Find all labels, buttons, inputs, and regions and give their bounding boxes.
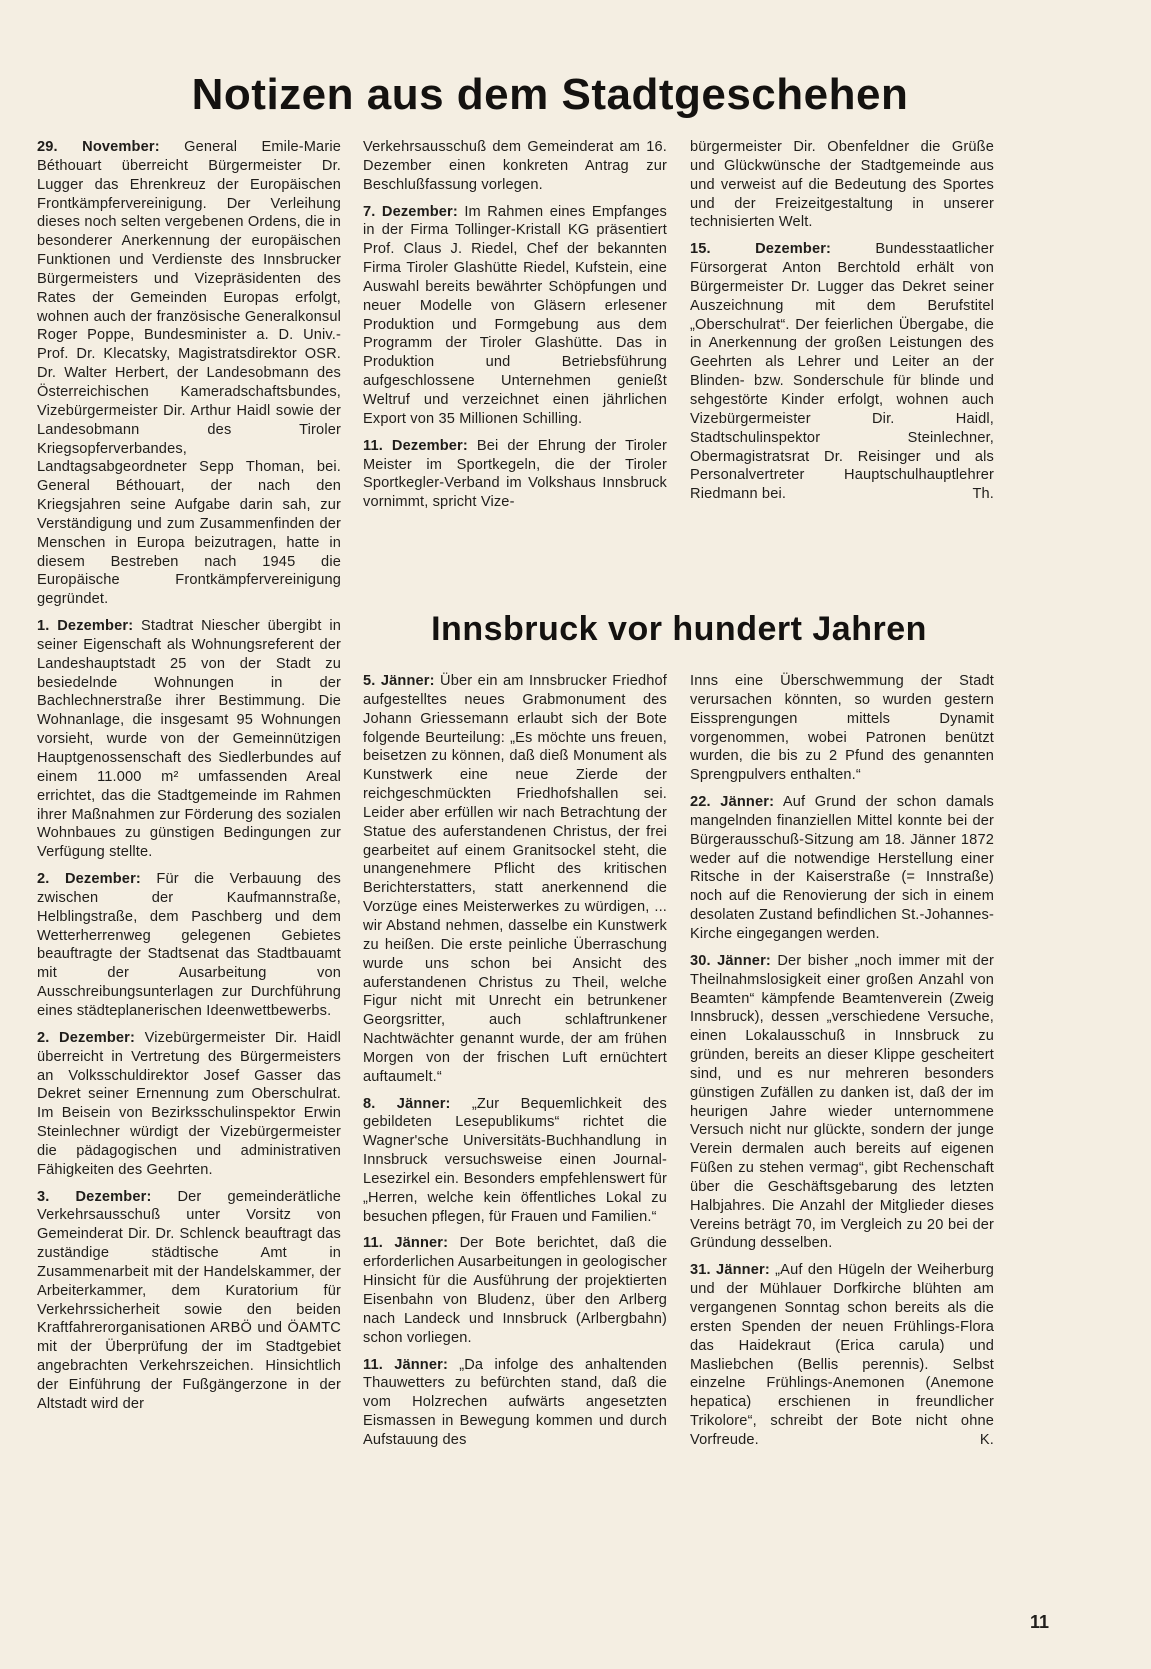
- entry-text: bürgermeister Dir. Obenfeldner die Grüße und Glückwünsche der Stadtgemeinde aus und verweist auf die Bedeutung des Sportes und der Freizeitgestaltung in unserer technisierten Welt.: [690, 139, 994, 231]
- entry-text: Verkehrsausschuß dem Gemeinderat am 16. Dezember einen konkreten Antrag zur Beschlußfassung vorlegen.: [363, 139, 667, 193]
- news-entry: [363, 1234, 667, 1347]
- news-entry: [363, 203, 667, 429]
- news-entry: [37, 617, 341, 862]
- news-entry: [363, 1356, 667, 1450]
- entry-text: „Zur Bequemlichkeit des gebildeten Lesepublikums“ richtet die Wagner'sche Universitäts-Buchhandlung in Innsbruck versuchsweise einen Journal-Lesezirkel ein. Besonders empfehlenswert für „Herren, welche kein öffentliches Lokal zu besuchen pflegen, für Frauen und Familien.“: [363, 1095, 667, 1225]
- entry-text: „Da infolge des anhaltenden Thauwetters zu befürchten stand, daß die vom Holzrechen aufwärts angesetzten Eismassen in Bewegung kommen und durch Aufstauung des: [363, 1356, 668, 1448]
- column-3-top: [690, 138, 994, 512]
- column-3-bottom: [690, 672, 994, 1458]
- entry-date: 11. Jänner:: [363, 1235, 449, 1252]
- news-entry: [363, 1095, 667, 1227]
- entry-text: „Auf den Hügeln der Weiherburg und der Mühlauer Dorfkirche blühten am vergangenen Sonntag schon bereits als die ersten Spenden der neuen Frühlings-Flora das Haidekraut (Erica carula) und Masliebchen (Bellis perennis). Selbst einzelne Frühlings-Anemonen (Anemone hepatica) erschienen in freundlicher Trikolore“, schreibt der Bote nicht ohne Vorfreude.: [690, 1262, 994, 1448]
- news-entry: [363, 672, 667, 1087]
- entry-text: Der Bote berichtet, daß die erforderlichen Ausarbeitungen in geologischer Hinsicht für die Ausführung der projektierten Eisenbahn von Bludenz, über den Arlberg nach Landeck und Innsbruck (Arlbergbahn) schon vorliegen.: [363, 1235, 667, 1346]
- author-initials: Th.: [972, 486, 994, 503]
- news-entry: [690, 952, 994, 1254]
- column-2-bottom: [363, 672, 667, 1458]
- section-headline: Innsbruck vor hundert Jahren: [431, 610, 927, 648]
- entry-text: Für die Verbauung des zwischen der Kaufmannstraße, Helblingstraße, dem Paschberg und dem Wetterherrenweg gelegenen Gebietes beauftragte der Stadtsenat das Stadtbauamt mit der Ausarbeitung von Ausschreibungsunterlagen zur Durchführung eines städteplanerischen Ideenwettbewerbs.: [37, 871, 341, 1019]
- column-2-top: [363, 138, 667, 520]
- news-entry: [690, 138, 994, 232]
- entry-text: Bei der Ehrung der Tiroler Meister im Sportkegeln, die der Tiroler Sportkegler-Verband im Volkshaus Innsbruck vornimmt, spricht Vize-: [363, 437, 667, 511]
- entry-text: Bundesstaatlicher Fürsorgerat Anton Berchtold erhält von Bürgermeister Dr. Lugger das Dekret seiner Auszeichnung mit dem Berufstitel „Oberschulrat“. Der feierlichen Übergabe, die in Anerkennung der großen Leistungen des Geehrten als Lehrer und Leiter an der Blinden- bzw. Sonderschule für blinde und sehgestörte Kinder erfolgt, wohnen auch Vizebürgermeister Dir. Haidl, Stadtschulinspektor Steinlechner, Obermagistratsrat Dr. Reisinger und als Personalvertreter Hauptschulhauptlehrer Riedmann bei.: [690, 241, 994, 503]
- entry-text: Im Rahmen eines Empfanges in der Firma Tollinger-Kristall KG präsentiert Prof. Claus J. Riedel, Chef der bekannten Firma Tiroler Glashütte Riedel, Kufstein, eine Auswahl bereits bewährter Schöpfungen und neuer Modelle von Gläsern erlesener Produktion und Formgebung aus dem Programm der Tiroler Glashütte. Das in Produktion und Betriebsführung aufgeschlossene Unternehmen genießt Weltruf und verzeichnet einen jährlichen Export von 35 Millionen Schilling.: [363, 203, 667, 427]
- entry-text: Auf Grund der schon damals mangelnden finanziellen Mittel konnte bei der Bürgerausschuß-Sitzung am 18. Jänner 1872 weder auf die notwendige Herstellung einer Ritsche in der Kaiserstraße (= Innstraße) noch auf die Renovierung der sich in einem desolaten Zustand befindlichen St.-Johannes-Kirche eingegangen werden.: [690, 794, 994, 942]
- news-entry: [37, 1188, 341, 1414]
- entry-date: 11. Jänner:: [363, 1356, 448, 1373]
- entry-text: Vizebürgermeister Dir. Haidl überreicht in Vertretung des Bürgermeisters an Volksschuldirektor Josef Gasser das Dekret seiner Ernennung zum Oberschulrat. Im Beisein von Bezirksschulinspektor Erwin Steinlechner würdigt der Vizebürgermeister die pädagogischen und administrativen Fähigkeiten des Geehrten.: [37, 1029, 341, 1178]
- news-entry: [37, 1029, 341, 1180]
- entry-date: 29. November:: [37, 139, 160, 155]
- author-initials: K.: [979, 1431, 994, 1448]
- news-entry: [37, 138, 341, 609]
- entry-date: 7. Dezember:: [363, 203, 458, 220]
- entry-date: 31. Jänner:: [690, 1262, 770, 1279]
- entry-date: 30. Jänner:: [690, 952, 771, 969]
- entry-text: Über ein am Innsbrucker Friedhof aufgestelltes neues Grabmonument des Johann Griessemann erlaubt sich der Bote folgende Beurteilung: „Es möchte uns freuen, beisetzen zu können, daß dieß Monument als Kunstwerk eine neue Zierde der reichgeschmückten Friedhofshallen sei. Leider aber erfüllen wir nach Betrachtung der Statue des auferstandenen Christus, der frei gearbeitet auf einem Granitsockel steht, die unangenehmere Pflicht des kritischen Berichterstatters, statt anerkennend die Vorzüge eines Meisterwerkes zu würdigen, ... wir Abstand nehmen, dasselbe ein Kunstwerk zu heißen. Die erste peinliche Überraschung wurde uns schon bei Ansicht des auferstandenen Christus zu Theil, welche Figur nicht mit Unrecht ein betrunkener Georgsritter, auch schlaftrunkener Nachtwächter genannt wurde, der am frühen Morgen von der frischen Luft ernüchtert auftaumelt.“: [363, 673, 667, 1085]
- news-entry: [690, 240, 994, 504]
- entry-date: 2. Dezember:: [37, 871, 141, 888]
- news-entry: [363, 437, 667, 512]
- news-entry: [363, 138, 667, 195]
- entry-text: Stadtrat Niescher übergibt in seiner Eigenschaft als Wohnungsreferent der Landeshauptstadt 25 von der Stadt zu besiedelnde Wohnungen in der Bachlechnerstraße ihrer Bestimmung. Die Wohnanlage, die insgesamt 95 Wohnungen vorsieht, wurde von der Gemeinnützigen Hauptgenossenschaft des Siedlerbundes auf einem 11.000 m² umfassenden Areal errichtet, das die Stadtgemeinde im Rahmen ihrer Maßnahmen zur Förderung des sozialen Wohnbaues zu günstigen Bedingungen zur Verfügung stellte.: [37, 618, 341, 861]
- entry-date: 22. Jänner:: [690, 794, 775, 811]
- entry-text: General Emile-Marie Béthouart überreicht Bürgermeister Dr. Lugger das Ehrenkreuz der Europäischen Frontkämpfervereinigung. Der Verleihung dieses noch selten vergebenen Ordens, die in besonderer Anerkennung der europäischen Funktionen und Verdienste des Innsbrucker Bürgermeisters und Vizepräsidenten des Rates der Gemeinden Europas erfolgt, wohnen auch der französische Generalkonsul Roger Poppe, Bundesminister a. D. Univ.-Prof. Dr. Klecatsky, Magistratsdirektor OSR. Dr. Walter Herbert, der Landesobmann des Österreichischen Kameradschaftsbundes, Vizebürgermeister Dir. Arthur Haidl sowie der Landesobmann des Tiroler Kriegsopferverbandes, Landtagsabgeordneter Sepp Thoman, bei. General Béthouart, der nach den Kriegsjahren seine Aufgabe darin sah, zur Verständigung und zum Zusammenfinden der Menschen in Europa beizutragen, hatte in diesem Bestreben nach 1945 die Europäische Frontkämpfervereinigung gegründet.: [37, 139, 341, 608]
- news-entry: [690, 672, 994, 785]
- entry-date: 15. Dezember:: [690, 241, 832, 258]
- entry-text: Der bisher „noch immer mit der Theilnahmslosigkeit einer großen Anzahl von Beamten“ kämpfende Beamtenverein (Zweig Innsbruck), dessen „verschiedene Versuche, einen Lokalausschuß in Innsbruck zu gründen, bereits an dieser Klippe gescheitert sind, und es nur mehreren besonders günstigen Zufällen zu danken ist, daß der im heurigen Jahre wieder unternommene Versuch nicht nur glückte, sondern der junge Verein dermalen auch bereits auf eigenen Füßen zu stehen vermag“, gibt Rechenschaft über die Geschäftsgebarung des letzten Halbjahres. Die Anzahl der Mitglieder dieses Vereins beträgt 70, im Vergleich zu 20 bei der Gründung desselben.: [690, 952, 994, 1252]
- entry-text: Inns eine Überschwemmung der Stadt verursachen könnten, so wurden gestern Eissprengungen mittels Dynamit vorgenommen, wobei Patronen benützt wurden, die bis zu 2 Pfund des genannten Sprengpulvers enthalten.“: [690, 673, 994, 784]
- page-number: 11: [1030, 1612, 1050, 1632]
- entry-text: Der gemeinderätliche Verkehrsausschuß unter Vorsitz von Gemeinderat Dir. Dr. Schlenck beauftragt das zuständige städtische Amt in Zusammenarbeit mit der Handelskammer, der Arbeiterkammer, dem Kuratorium für Verkehrssicherheit sowie den beiden Kraftfahrerorganisationen ARBÖ und ÖAMTC mit der Überprüfung der im Stadtgebiet angebrachten Verkehrszeichen. Hinsichtlich der Einführung der Fußgängerzone in der Altstadt wird der: [37, 1188, 341, 1412]
- entry-date: 11. Dezember:: [363, 437, 468, 454]
- entry-date: 8. Jänner:: [363, 1095, 451, 1112]
- entry-date: 3. Dezember:: [37, 1188, 152, 1205]
- page-headline: Notizen aus dem Stadtgeschehen: [191, 70, 909, 119]
- news-entry: [690, 793, 994, 944]
- news-entry: [37, 870, 341, 1021]
- entry-date: 2. Dezember:: [37, 1029, 136, 1046]
- entry-date: 1. Dezember:: [37, 618, 134, 635]
- entry-date: 5. Jänner:: [363, 673, 435, 689]
- column-1: [37, 138, 341, 1422]
- news-entry: [690, 1261, 994, 1449]
